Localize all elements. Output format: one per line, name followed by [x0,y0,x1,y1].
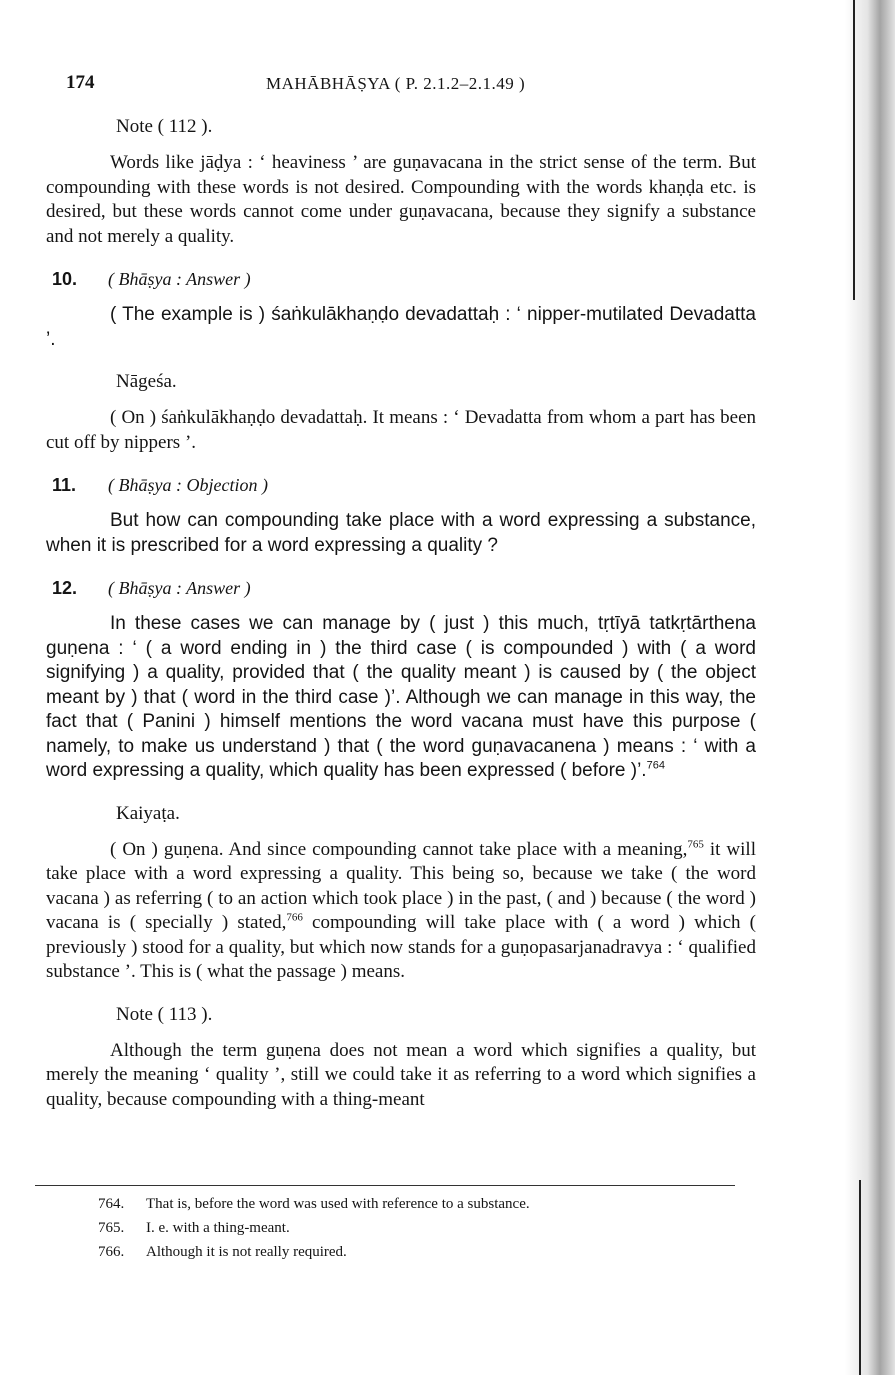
note-112-paragraph: Words like jāḍya : ‘ heaviness ’ are guṇavacana in the strict sense of the term. But compounding with these words is not desired. Compounding with the words khaṇḍa etc. is desired, but these words cannot come under guṇavacana, because they signify a substance and not merely a quality. [46,152,756,247]
footnote-divider [35,1185,735,1186]
kaiyata-heading: Kaiyaṭa. [116,802,180,824]
footnote-item [98,1216,530,1240]
footnote-number: 766. [98,1244,125,1260]
note-113-heading: Note ( 113 ). [116,1003,213,1025]
section-12-heading [46,576,756,600]
footnote-item [98,1192,530,1216]
footnote-text: That is, before the word was used with reference to a substance. [146,1196,530,1212]
kaiyata-text-part: ( On ) guṇena. And since compounding cannot take place with a meaning, [110,838,688,860]
section-11-paragraph: But how can compounding take place with a word expressing a substance, when it is prescribed for a word expressing a quality ? [46,510,756,556]
kaiyata-text-part: it will take place with a word expressing a quality. This being so, because we take ( the word vacana ) as referring ( to an action which took place ) in the past, ( and ) because ( the word ) vacana is ( specially ) stated, [46,838,756,933]
nagesa-heading: Nāgeśa. [116,371,177,392]
footnote-reference: 766 [286,911,303,924]
footnote-number: 764. [98,1196,125,1212]
page-header [66,72,756,102]
footnote-reference: 764 [646,759,665,772]
section-11-heading [46,473,756,497]
section-12-paragraph [46,612,756,784]
section-tag: ( Bhāṣya : Answer ) [108,269,251,289]
footnote-reference: 765 [687,838,704,851]
footnote-item [98,1240,530,1264]
note-113-paragraph: Although the term guṇena does not mean a word which signifies a quality, but merely the meaning ‘ quality ’, still we could take it as referring to a word which signifies a quality, because compounding with a thing-meant [46,1039,756,1110]
footnote-number: 765. [98,1220,125,1236]
kaiyata-text-part: compounding will take place with ( a word ) which ( previously ) stood for a quality, but which now stands for a guṇopasarjanadravya : ‘ qualified substance ’. This is ( what the passage ) means. [46,912,756,982]
section-10-paragraph: ( The example is ) śaṅkulākhaṇḍo devadattaḥ : ‘ nipper-mutilated Devadatta ’. [46,304,756,350]
note-112-heading: Note ( 112 ). [116,116,213,137]
section-12-text: In these cases we can manage by ( just ) this much, tṛtīyā tatkṛtārthena guṇena : ‘ ( a word ending in ) the third case ( is compounded ) with ( a word signifying ) a quality, provided that ( the quality meant ) is caused by ( the object meant by ) that ( word in the third case )’. Although we can manage in this way, the fact that ( Panini ) himself mentions the word vacana must have this purpose ( namely, to make us understand ) that ( the word guṇavacanena ) means : ‘ with a word expressing a quality, which quality has been expressed ( before )’. [46,613,756,781]
page-number: 174 [66,72,95,93]
section-tag: ( Bhāṣya : Objection ) [108,475,268,495]
section-tag: ( Bhāṣya : Answer ) [108,578,251,598]
footnote-text: I. e. with a thing-meant. [146,1220,290,1236]
binding-edge-mark [859,1180,861,1375]
section-number: 12. [52,578,78,598]
running-head: MAHĀBHĀṢYA ( P. 2.1.2–2.1.49 ) [266,74,526,93]
nagesa-paragraph: ( On ) śaṅkulākhaṇḍo devadattaḥ. It means : ‘ Devadatta from whom a part has been cut off by nippers ’. [46,407,756,453]
footnotes [98,1192,530,1264]
binding-edge-mark [853,0,855,300]
section-number: 11. [52,475,77,495]
section-10-heading [46,267,756,291]
kaiyata-paragraph [46,838,756,985]
footnote-text: Although it is not really required. [146,1244,347,1260]
section-number: 10. [52,269,78,289]
page-body [46,115,756,1112]
